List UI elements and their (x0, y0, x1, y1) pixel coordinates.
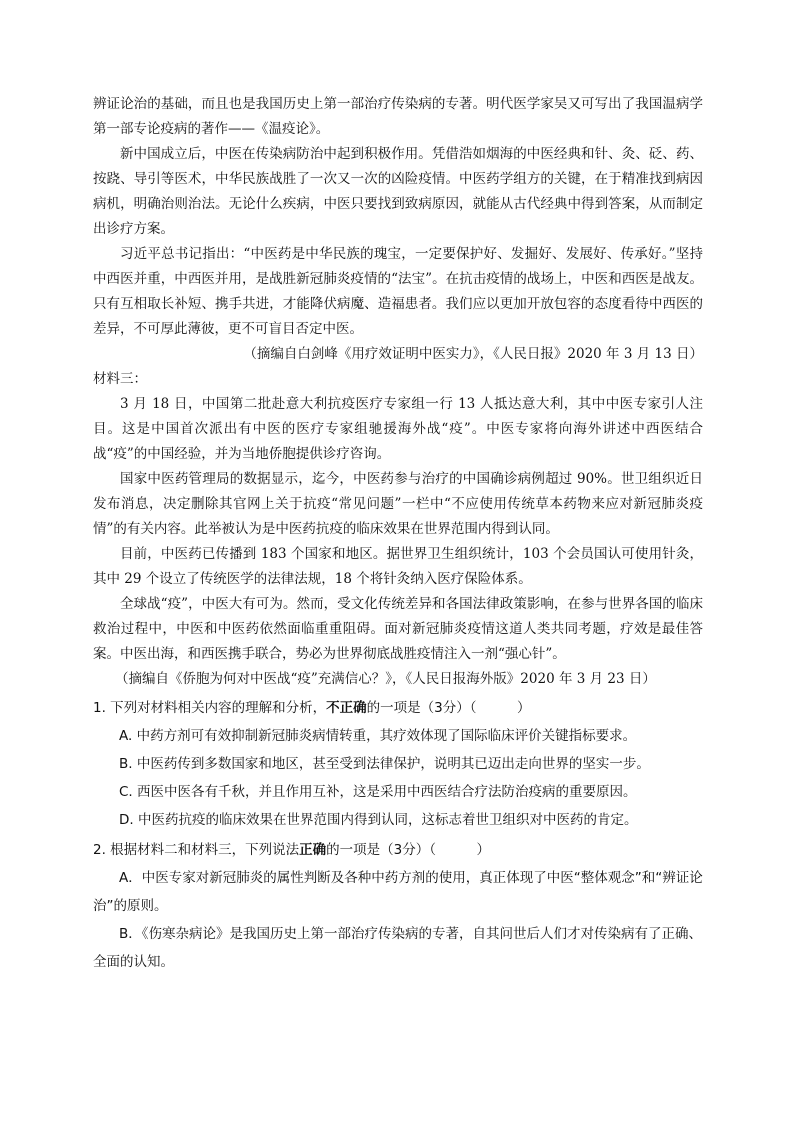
paragraph-6: 目前，中医药已传播到 183 个国家和地区。据世界卫生组织统计，103 个会员国认可使用针灸，其中 29 个设立了传统医学的法律法规，18 个将针灸纳入医疗保险体系。 (93, 546, 703, 587)
paragraph-2: 新中国成立后，中医在传染病防治中起到积极作用。凭借浩如烟海的中医经典和针、灸、砭、药、按跷、导引等医术，中华民族战胜了一次又一次的凶险疫情。中医药学组方的关键，在于精准找到病因病机，明确治则治法。无论什么疾病，中医只要找到致病原因，就能从古代经典中得到答案，从而制定出诊疗方案。 (93, 146, 703, 237)
material-3-label: 材料三： (93, 371, 147, 387)
question-1-stem (93, 694, 703, 722)
question-1-emphasis: 不正确 (326, 700, 367, 716)
question-1-suffix: 的一项是（3分）（ ） (366, 700, 531, 716)
question-2-suffix: 的一项是（3分）（ ） (326, 842, 491, 858)
question-2-prefix: 2. 根据材料二和材料三，下列说法 (93, 842, 300, 858)
question-1-option-a: A. 中药方剂可有效抑制新冠肺炎病情转重，其疗效体现了国际临床评价关键指标要求。 (119, 728, 637, 744)
question-1-option-b: B. 中医药传到多数国家和地区，甚至受到法律保护，说明其已迈出走向世界的坚实一步。 (119, 756, 650, 772)
document-page (93, 92, 703, 976)
question-1-prefix: 1. 下列对材料相关内容的理解和分析， (93, 700, 327, 716)
question-2-option-b: B．《伤寒杂病论》是我国历史上第一部治疗传染病的专著，自其问世后人们才对传染病有了正确、全面的认知。 (93, 926, 703, 970)
paragraph-3: 习近平总书记指出：“中医药是中华民族的瑰宝，一定要保护好、发掘好、发展好、传承好。”坚持中西医并重，中西医并用，是战胜新冠肺炎疫情的“法宝”。在抗击疫情的战场上，中医和西医是战友。只有互相取长补短、携手共进，才能降伏病魔、造福患者。我们应以更加开放包容的态度看待中西医的差异，不可厚此薄彼，更不可盲目否定中医。 (93, 246, 703, 337)
paragraph-4: 3 月 18 日，中国第二批赴意大利抗疫医疗专家组一行 13 人抵达意大利，其中中医专家引人注目。这是中国首次派出有中医的医疗专家组驰援海外战“疫”。中医专家将向海外讲述中西医结合战“疫”的中国经验，并为当地侨胞提供诊疗咨询。 (93, 396, 703, 462)
source-citation-2: （摘编自《侨胞为何对中医战“疫”充满信心？》，《人民日报海外版》2020 年 3 月 23 日） (115, 671, 656, 687)
paragraph-5: 国家中医药管理局的数据显示，迄今，中医药参与治疗的中国确诊病例超过 90%。世卫组织近日发布消息，决定删除其官网上关于抗疫“常见问题”一栏中“不应使用传统草本药物来应对新冠肺炎疫情”的有关内容。此举被认为是中医药抗疫的临床效果在世界范围内得到认同。 (93, 471, 703, 537)
question-2-emphasis: 正确 (299, 842, 327, 858)
paragraph-1: 辨证论治的基础，而且也是我国历史上第一部治疗传染病的专著。明代医学家吴又可写出了我国温病学第一部专论疫病的著作——《温疫论》。 (93, 96, 703, 137)
question-2-stem (93, 836, 703, 864)
question-2-option-a: A．中医专家对新冠肺炎的属性判断及各种中药方剂的使用，真正体现了中医“整体观念”和“辨证论治”的原则。 (93, 870, 703, 914)
paragraph-7: 全球战“疫”，中医大有可为。然而，受文化传统差异和各国法律政策影响，在参与世界各国的临床救治过程中，中医和中医药依然面临重重阻碍。面对新冠肺炎疫情这道人类共同考题，疗效是最佳答案。中医出海，和西医携手联合，势必为世界彻底战胜疫情注入一剂“强心针”。 (93, 596, 703, 662)
question-1-option-d: D. 中医药抗疫的临床效果在世界范围内得到认同，这标志着世卫组织对中医药的肯定。 (119, 812, 638, 828)
source-citation-1: （摘编自白剑峰《用疗效证明中医实力》，《人民日报》2020 年 3 月 13 日） (243, 346, 703, 362)
question-1-option-c: C. 西医中医各有千秋，并且作用互补，这是采用中西医结合疗法防治疫病的重要原因。 (119, 784, 637, 800)
